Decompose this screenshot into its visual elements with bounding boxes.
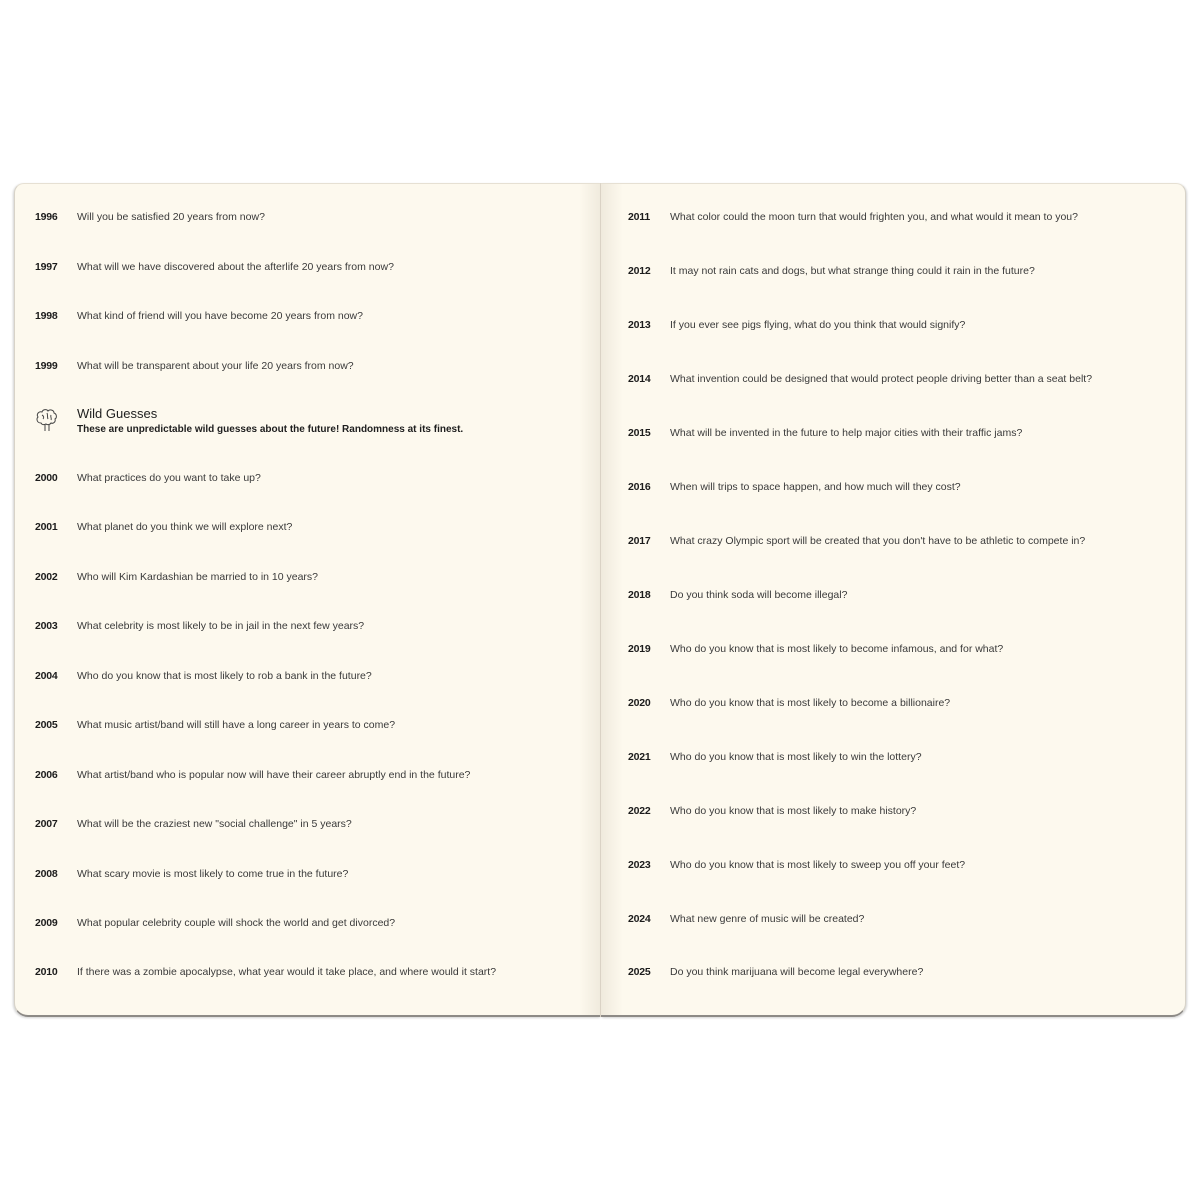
entry-year: 2019 <box>628 643 651 655</box>
list-item <box>628 373 1092 385</box>
list-item <box>35 868 348 880</box>
list-item <box>628 805 916 817</box>
entry-year: 2011 <box>628 211 650 223</box>
list-item <box>628 966 923 978</box>
entry-year: 2021 <box>628 751 651 763</box>
list-item <box>628 481 961 493</box>
list-item <box>628 697 950 709</box>
entry-year: 2023 <box>628 859 651 871</box>
entry-year: 2008 <box>35 868 58 880</box>
entry-question: What will be transparent about your life 20 years from now? <box>77 360 354 372</box>
list-item <box>628 913 864 925</box>
entry-question: What music artist/band will still have a long career in years to come? <box>77 719 396 731</box>
entry-year: 2020 <box>628 697 651 709</box>
list-item <box>35 769 470 781</box>
list-item <box>628 859 965 871</box>
entry-question: Will you be satisfied 20 years from now? <box>77 211 265 223</box>
entry-question: Who do you know that is most likely to make history? <box>670 805 917 817</box>
list-item <box>628 535 1085 547</box>
entry-year: 2004 <box>35 670 58 682</box>
entry-question: What color could the moon turn that would frighten you, and what would it mean to you? <box>670 211 1078 223</box>
entry-year: 2012 <box>628 265 651 277</box>
right-gutter-shadow <box>601 184 623 1015</box>
entry-year: 2024 <box>628 913 651 925</box>
entry-year: 2005 <box>35 719 58 731</box>
list-item <box>628 265 1035 277</box>
entry-question: Do you think soda will become illegal? <box>670 589 848 601</box>
entry-year: 2022 <box>628 805 651 817</box>
section-text <box>77 406 463 436</box>
list-item <box>35 261 394 273</box>
list-item <box>35 719 395 731</box>
list-item <box>628 211 1078 223</box>
entry-year: 2002 <box>35 571 58 583</box>
list-item <box>628 427 1022 439</box>
entry-year: 2003 <box>35 620 58 632</box>
list-item <box>35 620 364 632</box>
entry-question: What invention could be designed that would protect people driving better than a seat belt? <box>670 373 1093 385</box>
entry-year: 2001 <box>35 521 58 533</box>
entry-question: Who do you know that is most likely to become infamous, and for what? <box>670 643 1004 655</box>
entry-question: Who do you know that is most likely to become a billionaire? <box>670 697 951 709</box>
entry-question: What crazy Olympic sport will be created that you don't have to be athletic to compete in? <box>670 535 1086 547</box>
entry-question: It may not rain cats and dogs, but what strange thing could it rain in the future? <box>670 265 1035 277</box>
entry-question: What will we have discovered about the afterlife 20 years from now? <box>77 261 394 273</box>
entry-year: 1996 <box>35 211 58 223</box>
entry-question: Who do you know that is most likely to sweep you off your feet? <box>670 859 966 871</box>
list-item <box>35 211 265 223</box>
section-header <box>35 406 463 436</box>
entry-question: What practices do you want to take up? <box>77 472 261 484</box>
list-item <box>628 643 1003 655</box>
list-item <box>35 521 292 533</box>
list-item <box>35 917 395 929</box>
entry-question: Who will Kim Kardashian be married to in 10 years? <box>77 571 319 583</box>
entry-question: What new genre of music will be created? <box>670 913 865 925</box>
open-journal <box>14 183 1186 1017</box>
entry-question: What celebrity is most likely to be in jail in the next few years? <box>77 620 365 632</box>
entry-question: What will be invented in the future to help major cities with their traffic jams? <box>670 427 1023 439</box>
entry-question: Do you think marijuana will become legal everywhere? <box>670 966 924 978</box>
right-page <box>601 183 1186 1017</box>
list-item <box>35 360 354 372</box>
entry-question: If you ever see pigs flying, what do you think that would signify? <box>670 319 966 331</box>
entry-question: If there was a zombie apocalypse, what year would it take place, and where would it start? <box>77 966 497 978</box>
entry-question: What planet do you think we will explore next? <box>77 521 293 533</box>
entry-year: 2013 <box>628 319 651 331</box>
entry-year: 2010 <box>35 966 58 978</box>
entry-year: 2015 <box>628 427 651 439</box>
left-gutter-shadow <box>579 184 601 1015</box>
brain-icon <box>35 407 59 435</box>
section-description: These are unpredictable wild guesses about the future! Randomness at its finest. <box>77 424 464 435</box>
list-item <box>35 818 352 830</box>
entry-year: 2000 <box>35 472 58 484</box>
entry-year: 2007 <box>35 818 58 830</box>
list-item <box>628 319 965 331</box>
entry-year: 1997 <box>35 261 58 273</box>
entry-year: 1998 <box>35 310 58 322</box>
entry-year: 2025 <box>628 966 651 978</box>
list-item <box>35 310 363 322</box>
entry-question: Who do you know that is most likely to rob a bank in the future? <box>77 670 372 682</box>
list-item <box>35 571 318 583</box>
section-title: Wild Guesses <box>77 406 158 421</box>
list-item <box>35 966 496 978</box>
entry-year: 2017 <box>628 535 651 547</box>
entry-question: When will trips to space happen, and how much will they cost? <box>670 481 961 493</box>
list-item <box>35 670 372 682</box>
entry-year: 2018 <box>628 589 651 601</box>
list-item <box>35 472 261 484</box>
entry-year: 2009 <box>35 917 58 929</box>
list-item <box>628 589 847 601</box>
entry-question: What kind of friend will you have become 20 years from now? <box>77 310 363 322</box>
entry-year: 2014 <box>628 373 651 385</box>
entry-question: Who do you know that is most likely to win the lottery? <box>670 751 922 763</box>
list-item <box>628 751 922 763</box>
entry-year: 1999 <box>35 360 58 372</box>
entry-question: What will be the craziest new "social challenge" in 5 years? <box>77 818 352 830</box>
entry-question: What scary movie is most likely to come true in the future? <box>77 868 349 880</box>
left-page <box>14 183 601 1017</box>
entry-question: What popular celebrity couple will shock the world and get divorced? <box>77 917 396 929</box>
entry-question: What artist/band who is popular now will have their career abruptly end in the future? <box>77 769 471 781</box>
entry-year: 2016 <box>628 481 651 493</box>
entry-year: 2006 <box>35 769 58 781</box>
